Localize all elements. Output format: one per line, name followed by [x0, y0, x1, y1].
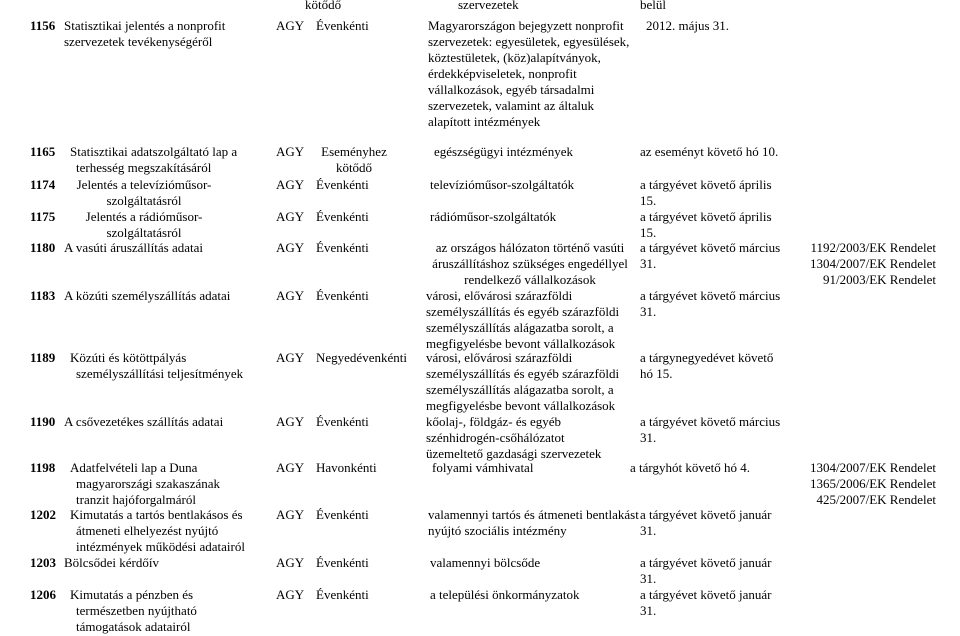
deadline: a tárgyévet követő január 31.	[640, 555, 772, 586]
frequency: Évenkénti	[316, 414, 369, 429]
regulation-line: 1304/2007/EK Rendelet	[809, 256, 936, 271]
form-title: Jelentés a rádióműsor-szolgáltatásról	[85, 209, 203, 240]
frequency: Negyedévenkénti	[316, 350, 407, 365]
frequency: Havonkénti	[316, 460, 377, 475]
deadline: a tárgyévet követő január 31.	[640, 507, 772, 538]
scope: valamennyi bölcsőde	[430, 555, 541, 570]
form-title: Statisztikai adatszolgáltató lap a terhesség megszakításáról	[70, 144, 238, 175]
form-title: Közúti és kötöttpályás személyszállítási teljesítmények	[70, 350, 244, 381]
form-number: 1190	[30, 414, 56, 429]
scope: városi, elővárosi szárazföldi személyszállítás és egyéb szárazföldi személyszállítás alágazatba sorolt, a megfigyelésbe bevont vállalkozások	[426, 350, 620, 413]
form-number: 1175	[30, 209, 56, 224]
entity-code: AGY	[276, 288, 305, 303]
entity-code: AGY	[276, 240, 305, 255]
scope: az országos hálózaton történő vasúti áruszállításhoz szükséges engedéllyel rendelkező vállalkozások	[432, 240, 628, 287]
scope: egészségügyi intézmények	[434, 144, 573, 159]
regulation-line: 1192/2003/EK Rendelet	[810, 240, 936, 255]
deadline: a tárgynegyedévet követő hó 15.	[640, 350, 774, 381]
form-title: Statisztikai jelentés a nonprofit szervezetek tevékenységéről	[64, 18, 226, 49]
frequency: Évenkénti	[316, 177, 369, 192]
entity-code: AGY	[276, 414, 305, 429]
form-title: Kimutatás a pénzben és természetben nyújtható támogatások adatairól	[70, 587, 197, 634]
form-title: Adatfelvételi lap a Duna magyarországi szakaszának tranzit hajóforgalmáról	[70, 460, 221, 507]
regulation-line: 1304/2007/EK Rendelet	[809, 460, 936, 475]
form-number: 1206	[30, 587, 56, 602]
regulation-line: 425/2007/EK Rendelet	[816, 492, 936, 507]
entity-code: AGY	[276, 507, 305, 522]
frequency: Évenkénti	[316, 240, 369, 255]
entity-code: AGY	[276, 209, 305, 224]
scope: Magyarországon bejegyzett nonprofit szervezetek: egyesületek, egyesülések, köztestületek, (köz)alapítványok, érdekképviseletek, nonprofit vállalkozások, egyéb társadalmi szervezetek, valamint az általuk alapított intézmények	[428, 18, 630, 129]
legal-basis	[790, 240, 936, 288]
legal-basis	[790, 460, 936, 508]
frequency: Évenkénti	[316, 18, 369, 33]
deadline: 2012. május 31.	[646, 18, 730, 33]
entity-code: AGY	[276, 144, 305, 159]
frequency: Évenkénti	[316, 507, 369, 522]
form-number: 1202	[30, 507, 56, 522]
form-number: 1183	[30, 288, 56, 303]
scope: városi, elővárosi szárazföldi személyszállítás és egyéb szárazföldi személyszállítás alágazatba sorolt, a megfigyelésbe bevont vállalkozások	[426, 288, 620, 351]
header-fragment-belul: belül	[640, 0, 666, 12]
form-number: 1156	[30, 18, 56, 33]
form-title: Jelentés a televízióműsor-szolgáltatásról	[76, 177, 212, 208]
frequency: Évenkénti	[316, 209, 369, 224]
entity-code: AGY	[276, 350, 305, 365]
deadline: a tárgyévet követő április 15.	[640, 177, 772, 208]
scope: a települési önkormányzatok	[430, 587, 580, 602]
deadline: a tárgyévet követő március 31.	[640, 288, 781, 319]
entity-code: AGY	[276, 460, 305, 475]
header-fragment-kotodo: kötődő	[305, 0, 342, 12]
frequency: Évenkénti	[316, 587, 369, 602]
scope: kőolaj-, földgáz- és egyéb szénhidrogén-csőhálózatot üzemeltető gazdasági szervezetek	[426, 414, 602, 461]
entity-code: AGY	[276, 555, 305, 570]
deadline: az eseményt követő hó 10.	[640, 144, 779, 159]
frequency: Évenkénti	[316, 288, 369, 303]
form-title: A csővezetékes szállítás adatai	[64, 414, 224, 429]
form-title: A közúti személyszállítás adatai	[64, 288, 231, 303]
form-number: 1165	[30, 144, 56, 159]
deadline: a tárgyhót követő hó 4.	[630, 460, 750, 475]
deadline: a tárgyévet követő március 31.	[640, 414, 781, 445]
regulation-line: 1365/2006/EK Rendelet	[809, 476, 936, 491]
form-number: 1174	[30, 177, 56, 192]
entity-code: AGY	[276, 587, 305, 602]
form-title: Kimutatás a tartós bentlakásos és átmeneti elhelyezést nyújtó intézmények működési adatairól	[70, 507, 245, 554]
form-number: 1189	[30, 350, 56, 365]
scope: televízióműsor-szolgáltatók	[430, 177, 575, 192]
form-number: 1198	[30, 460, 56, 475]
regulation-line: 91/2003/EK Rendelet	[822, 272, 936, 287]
deadline: a tárgyévet követő április 15.	[640, 209, 772, 240]
entity-code: AGY	[276, 18, 305, 33]
form-number: 1180	[30, 240, 56, 255]
frequency: Évenkénti	[316, 555, 369, 570]
header-fragment-szervezetek: szervezetek	[458, 0, 519, 12]
scope: folyami vámhivatal	[432, 460, 534, 475]
scope: rádióműsor-szolgáltatók	[430, 209, 557, 224]
form-title: A vasúti áruszállítás adatai	[64, 240, 203, 255]
scope: valamennyi tartós és átmeneti bentlakást nyújtó szociális intézmény	[428, 507, 639, 538]
entity-code: AGY	[276, 177, 305, 192]
form-number: 1203	[30, 555, 56, 570]
frequency: Eseményhez kötődő	[321, 144, 387, 175]
deadline: a tárgyévet követő március 31.	[640, 240, 781, 271]
form-title: Bölcsődei kérdőív	[64, 555, 159, 570]
deadline: a tárgyévet követő január 31.	[640, 587, 772, 618]
